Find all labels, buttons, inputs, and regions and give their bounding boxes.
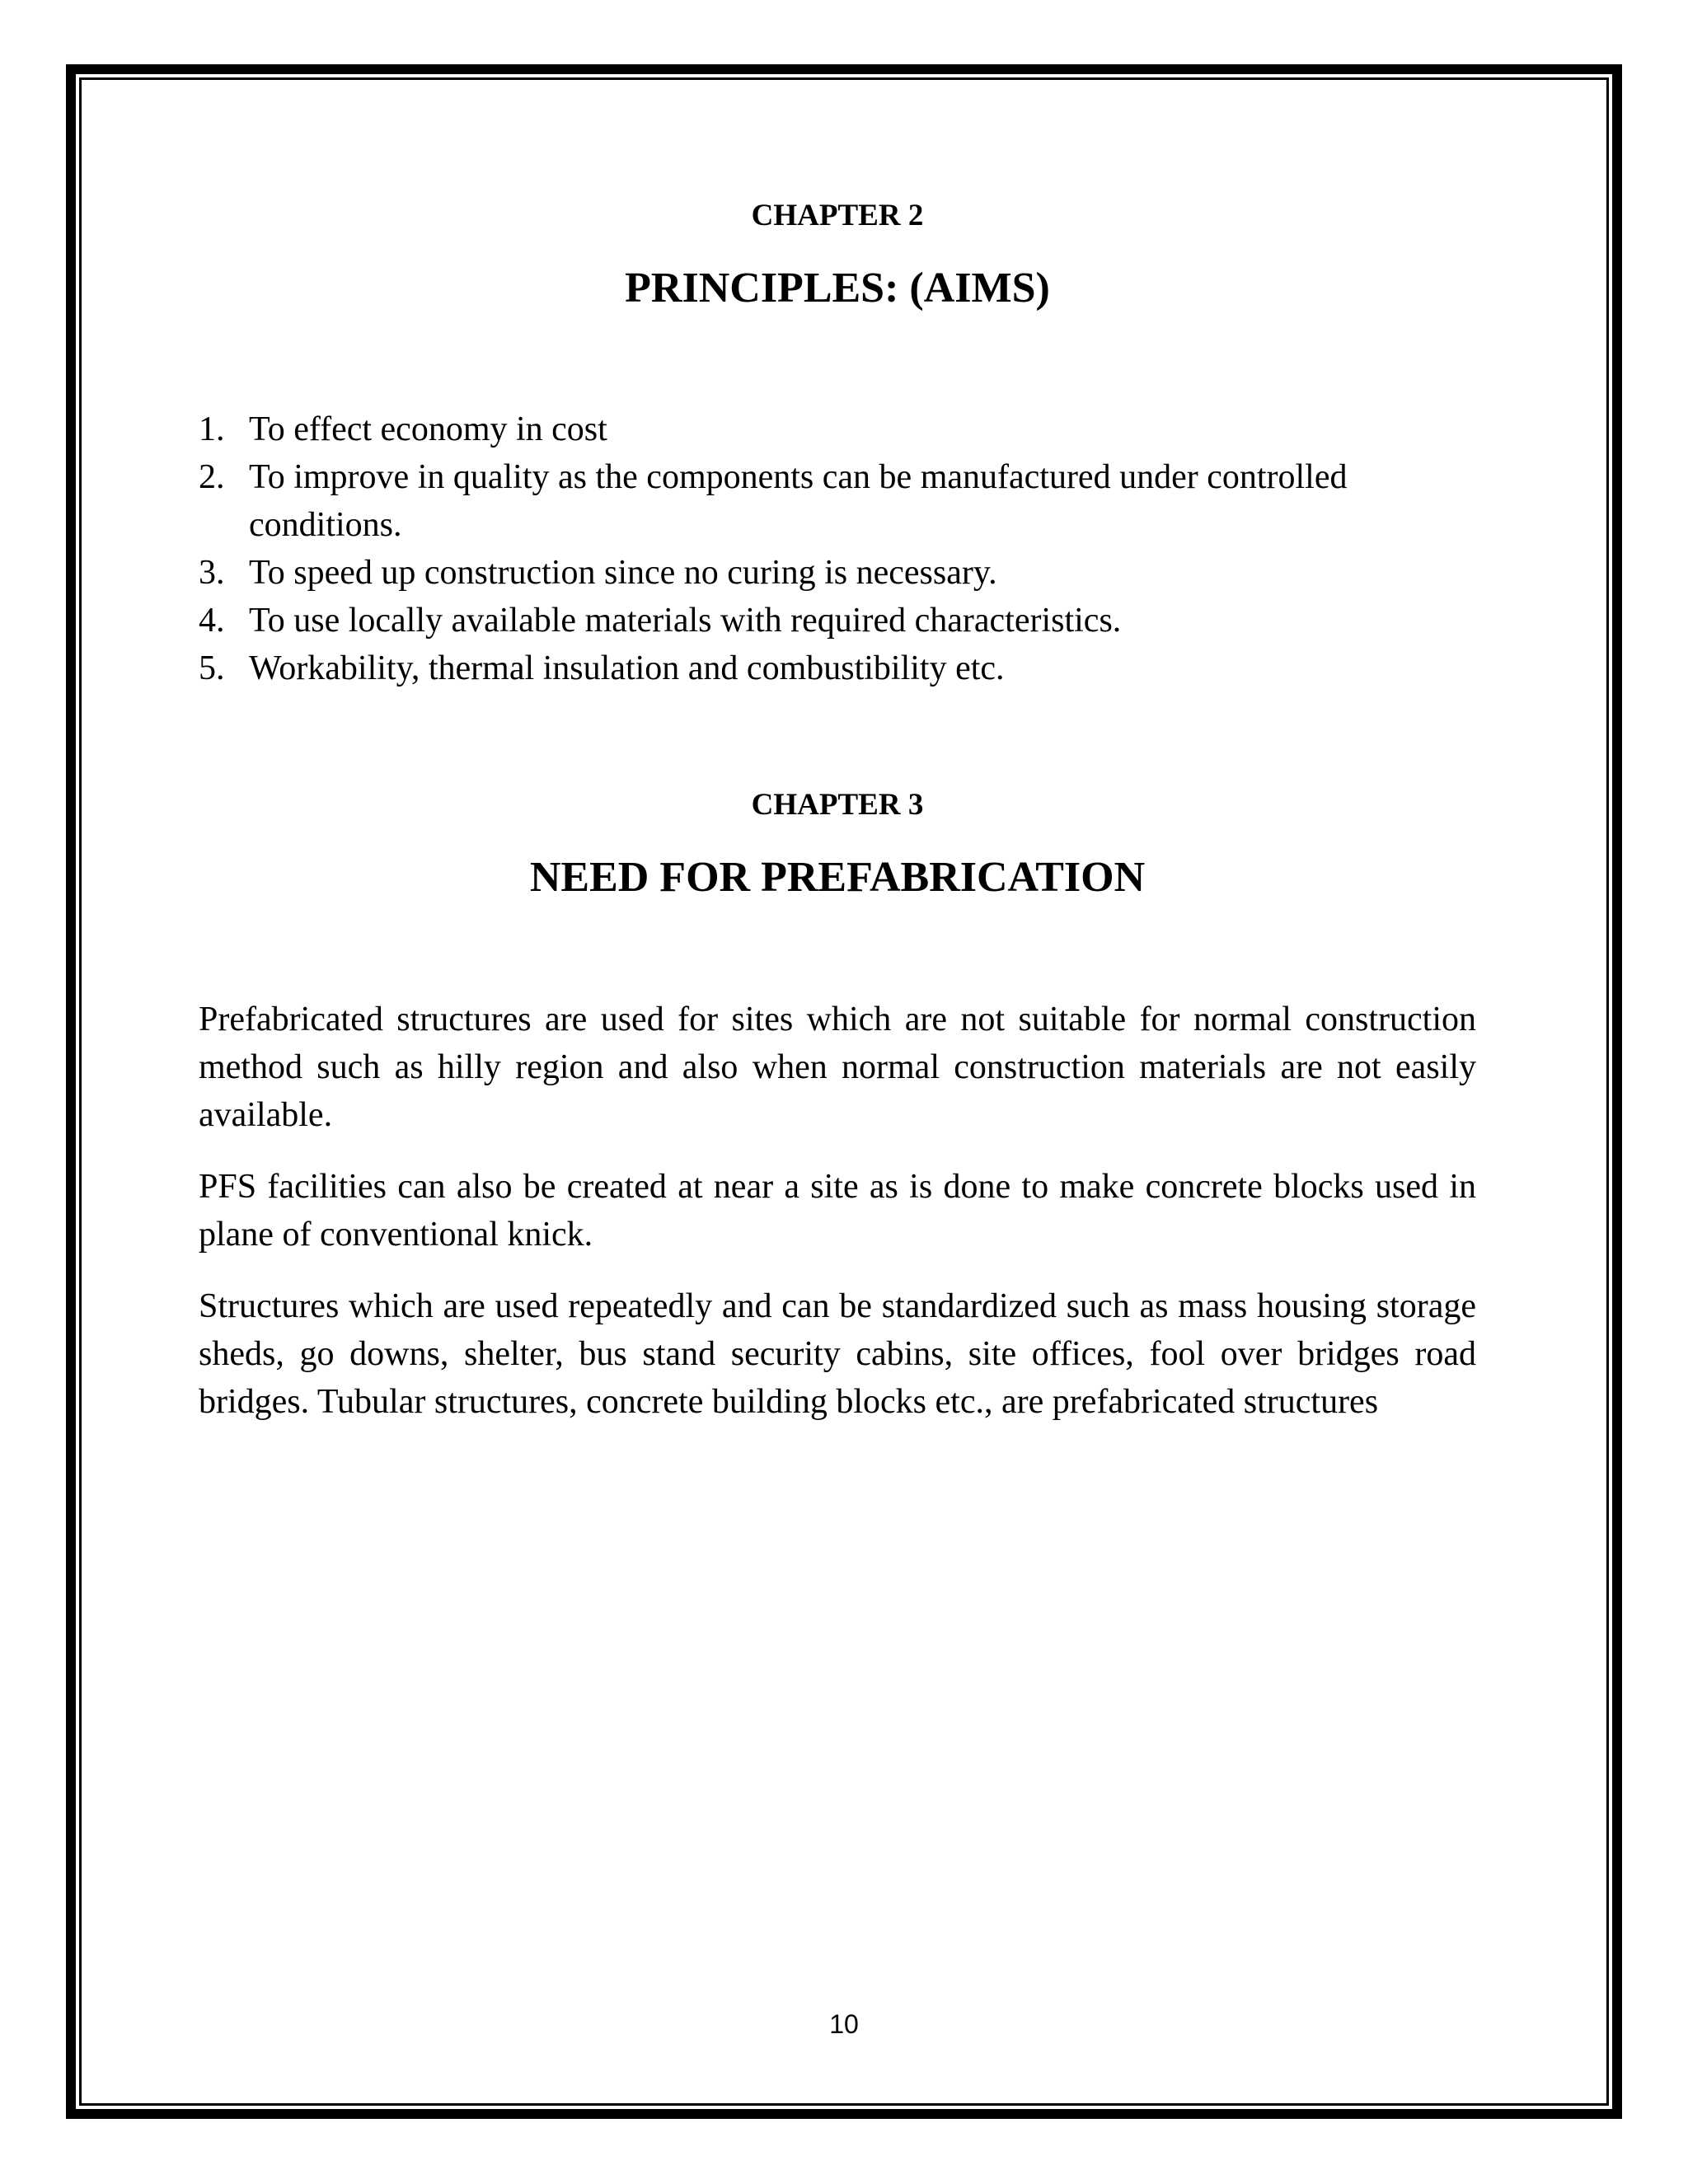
list-item-text: To improve in quality as the components can be manufactured under controlled conditions. [249,458,1348,544]
list-item [199,549,1476,597]
chapter-2-title: PRINCIPLES: (AIMS) [625,265,1050,312]
list-item-text: To speed up construction since no curing is necessary. [249,554,997,592]
list-item [199,597,1476,644]
list-item [199,644,1476,692]
chapter-3-title: NEED FOR PREFABRICATION [529,854,1146,901]
paragraph: PFS facilities can also be created at near a site as is done to make concrete blocks used in plane of conventional knick. [199,1168,1476,1254]
list-item-number: 4. [199,602,225,640]
list-item-number: 1. [199,410,225,448]
chapter-2-label: CHAPTER 2 [751,199,924,232]
list-item-number: 2. [199,458,225,496]
list-item-text: To use locally available materials with required characteristics. [249,602,1122,640]
list-item-number: 5. [199,649,225,687]
list-item [199,453,1476,549]
list-item [199,405,1476,453]
aims-list [199,405,1476,692]
chapter-3-label: CHAPTER 3 [751,788,924,822]
paragraph: Prefabricated structures are used for sites which are not suitable for normal construction method such as hilly region and also when normal construction materials are not easily available. [199,1001,1476,1134]
paragraph: Structures which are used repeatedly and can be standardized such as mass housing storage sheds, go downs, shelter, bus stand security cabins, site offices, fool over bridges road bridges. Tubular structures, concrete building blocks etc., are prefabricated structures [199,1287,1476,1421]
list-item-number: 3. [199,554,225,592]
page-number: 10 [829,2009,859,2039]
list-item-text: To effect economy in cost [249,410,607,448]
list-item-text: Workability, thermal insulation and combustibility etc. [249,649,1005,687]
